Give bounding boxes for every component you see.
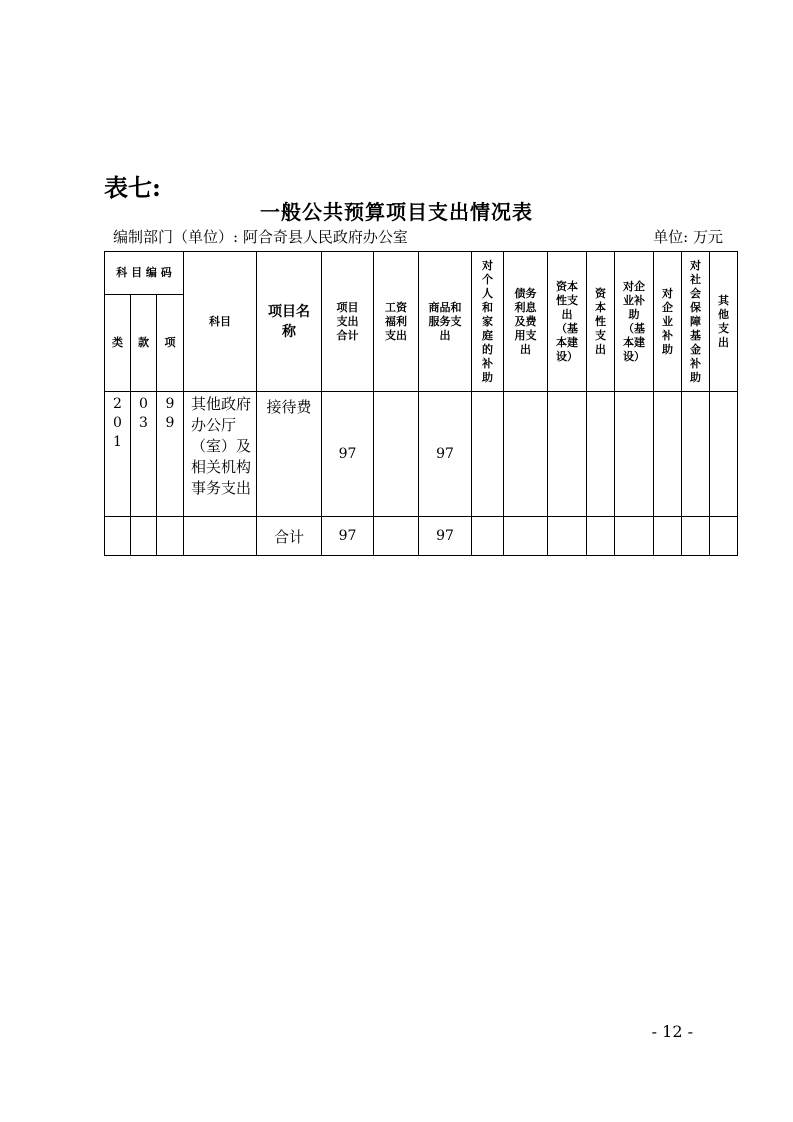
budget-table xyxy=(104,251,738,556)
cell-individual xyxy=(472,392,504,517)
header-goods: 商品和服务支出 xyxy=(419,252,472,392)
cell-lei: 201 xyxy=(105,392,131,517)
header-capital: 资本性支出 xyxy=(587,252,615,392)
org-name: 编制部门（单位）: 阿合奇县人民政府办公室 xyxy=(113,228,408,246)
cell-xiang: 99 xyxy=(157,392,184,517)
header-individual: 对个人和家庭的补助 xyxy=(472,252,504,392)
header-social: 对社会保障基金补助 xyxy=(682,252,710,392)
cell-social xyxy=(682,392,710,517)
cell-debt xyxy=(504,392,548,517)
total-cell-total: 97 xyxy=(322,517,374,556)
cell-capital-basic xyxy=(548,392,587,517)
header-lei: 类 xyxy=(105,295,131,392)
table-row xyxy=(105,392,738,517)
cell-other xyxy=(710,392,738,517)
cell-goods: 97 xyxy=(419,392,472,517)
cell-enterprise xyxy=(654,392,682,517)
cell-capital xyxy=(587,392,615,517)
header-xiang: 项 xyxy=(157,295,184,392)
header-code-group: 科 目 编 码 xyxy=(105,252,184,295)
header-row-1 xyxy=(105,252,738,295)
cell-project-name: 接待费 xyxy=(257,392,322,517)
total-cell-goods: 97 xyxy=(419,517,472,556)
cell-wages xyxy=(374,392,419,517)
unit-label: 单位: 万元 xyxy=(653,228,723,246)
cell-enterprise-basic xyxy=(615,392,654,517)
header-other: 其他支出 xyxy=(710,252,738,392)
page-title: 一般公共预算项目支出情况表 xyxy=(260,200,533,224)
total-row xyxy=(105,517,738,556)
cell-total: 97 xyxy=(322,392,374,517)
cell-subject: 其他政府办公厅（室）及相关机构事务支出 xyxy=(184,392,257,517)
page-number: - 12 - xyxy=(651,1022,693,1041)
header-enterprise-basic: 对企业补助（基本建设） xyxy=(615,252,654,392)
header-capital-basic: 资本性支出（基本建设） xyxy=(548,252,587,392)
header-wages: 工资福利支出 xyxy=(374,252,419,392)
header-kuan: 款 xyxy=(131,295,157,392)
header-subject: 科目 xyxy=(184,252,257,392)
table-label: 表七: xyxy=(104,173,161,202)
total-label: 合计 xyxy=(257,517,322,556)
header-debt: 债务利息及费用支出 xyxy=(504,252,548,392)
header-total: 项目支出合计 xyxy=(322,252,374,392)
cell-kuan: 03 xyxy=(131,392,157,517)
header-project-name: 项目名称 xyxy=(257,252,322,392)
header-enterprise: 对企业补助 xyxy=(654,252,682,392)
